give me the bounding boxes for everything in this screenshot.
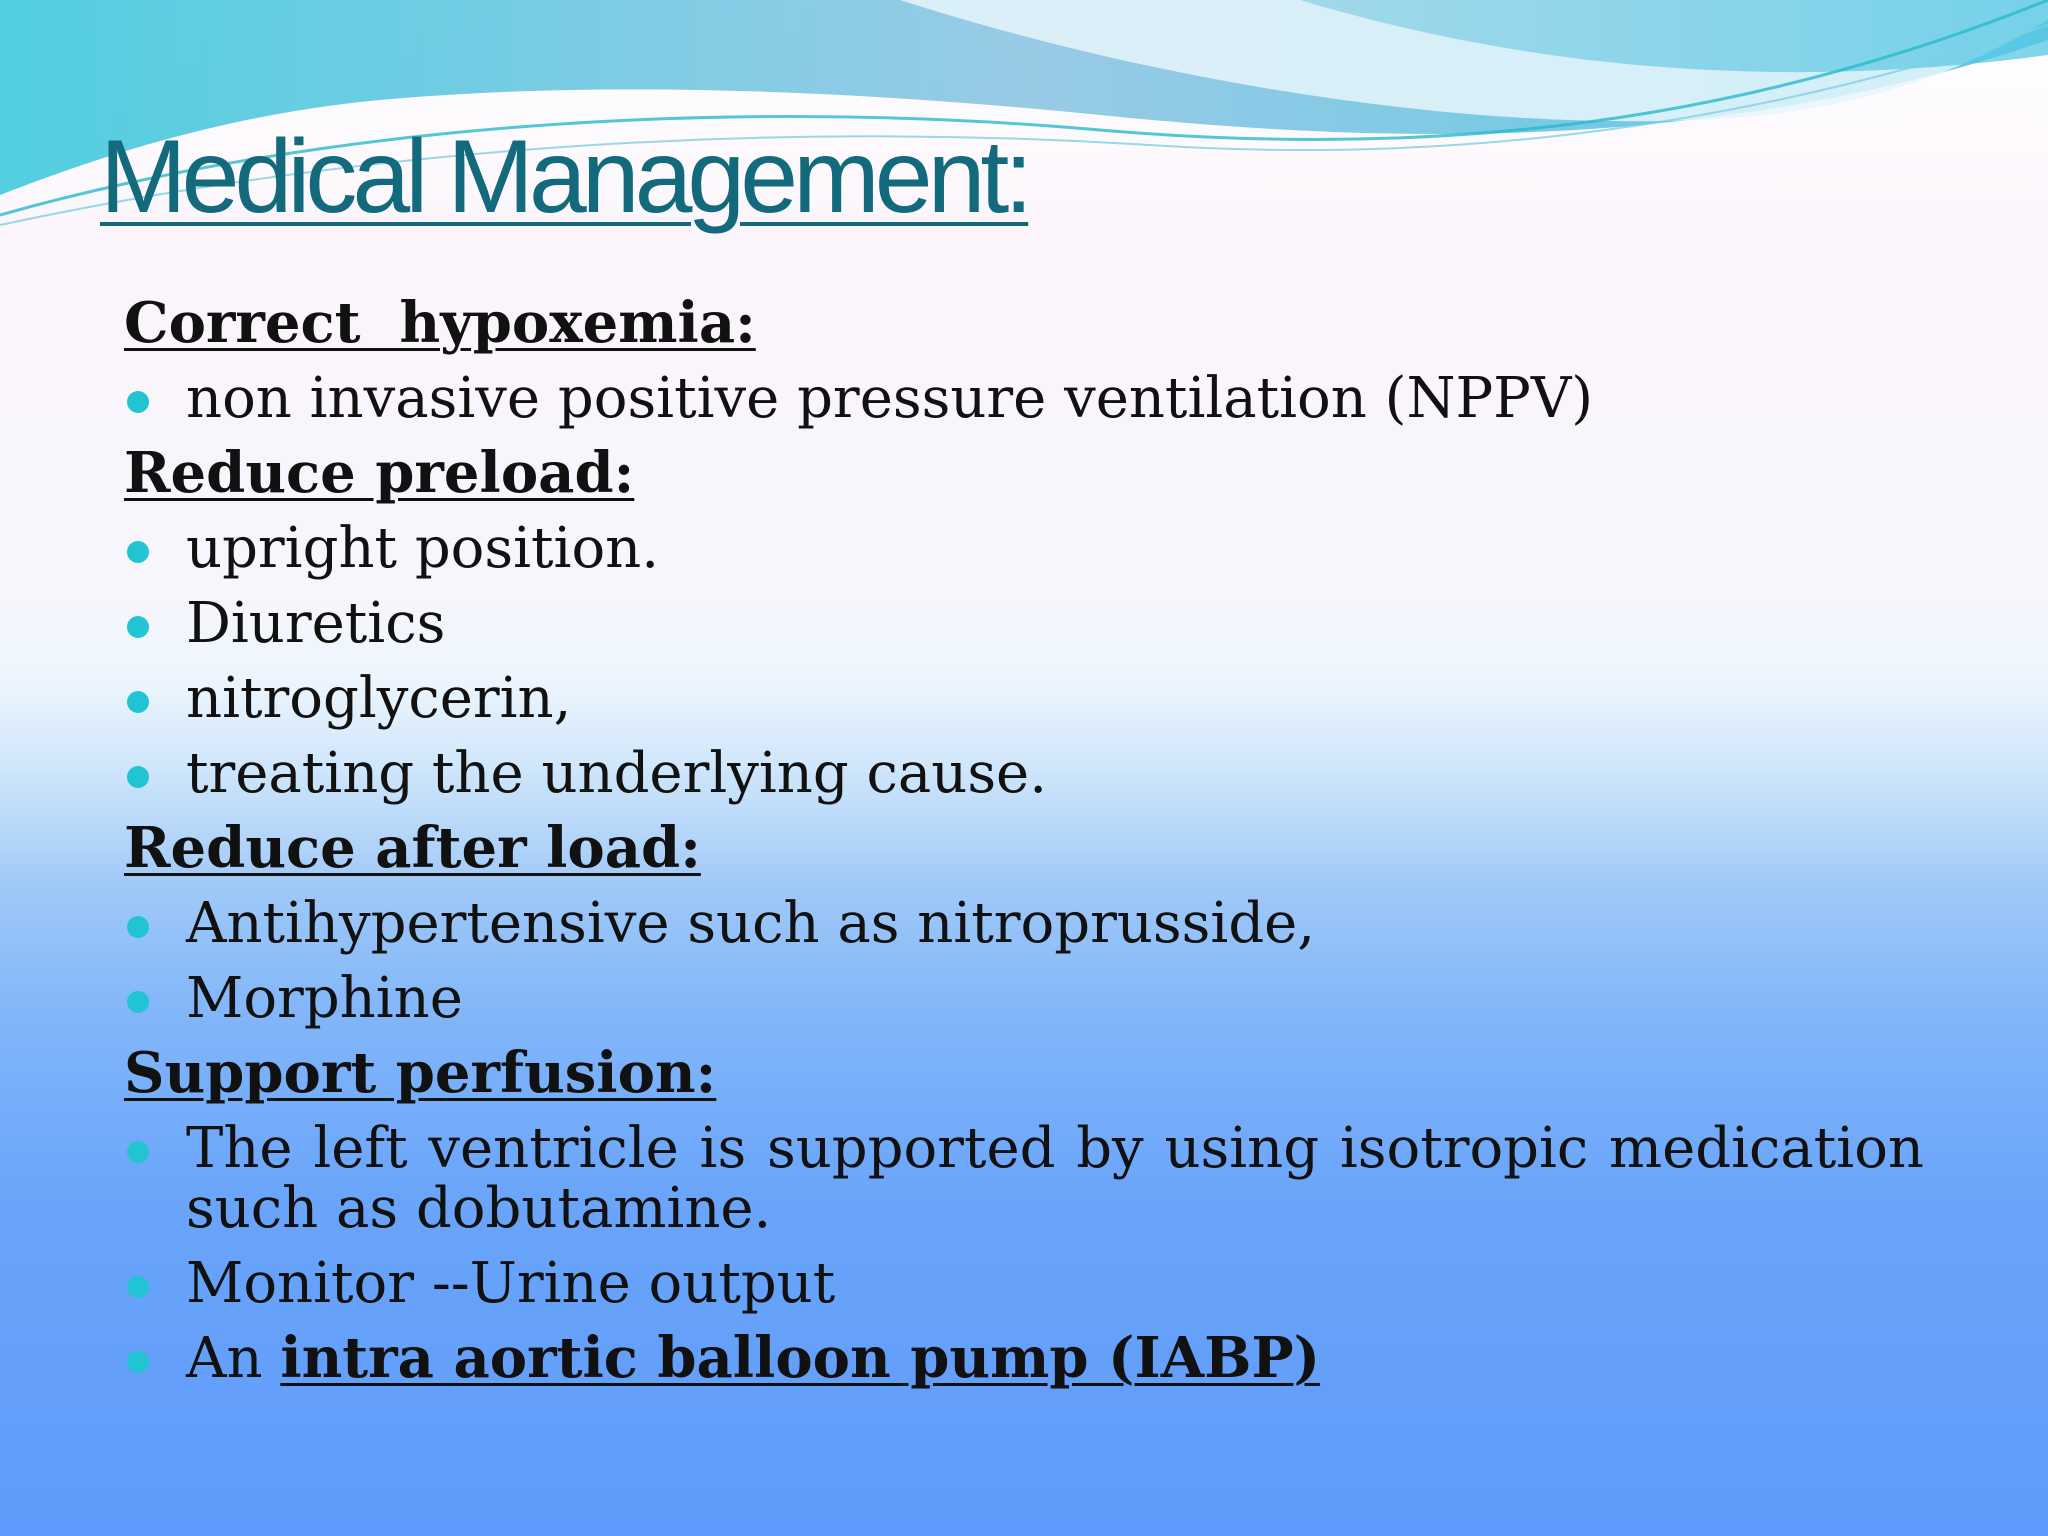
section-heading-perfusion: Support perfusion: [124,1040,717,1106]
bullet-item: Monitor --Urine output [124,1246,1924,1321]
bullet-item: The left ventricle is supported by using isotropic medication such as dobutamine. [124,1111,1924,1246]
bullet-item: treating the underlying cause. [124,736,1924,811]
iabp-prefix: An [186,1326,281,1391]
bullet-item: Antihypertensive such as nitroprusside, [124,886,1924,961]
slide-title: Medical Management: [100,119,1029,235]
bullet-item-iabp [124,1321,1924,1396]
slide-body [124,286,1924,1396]
section-heading-hypoxemia: Correct hypoxemia: [124,290,756,356]
iabp-emphasis: intra aortic balloon pump (IABP) [280,1325,1321,1391]
bullet-item: non invasive positive pressure ventilation (NPPV) [124,361,1924,436]
section-heading-preload: Reduce preload: [124,440,635,506]
bullet-item: Diuretics [124,586,1924,661]
section-heading-afterload: Reduce after load: [124,815,701,881]
bullet-item: upright position. [124,511,1924,586]
bullet-item: Morphine [124,961,1924,1036]
bullet-item: nitroglycerin, [124,661,1924,736]
